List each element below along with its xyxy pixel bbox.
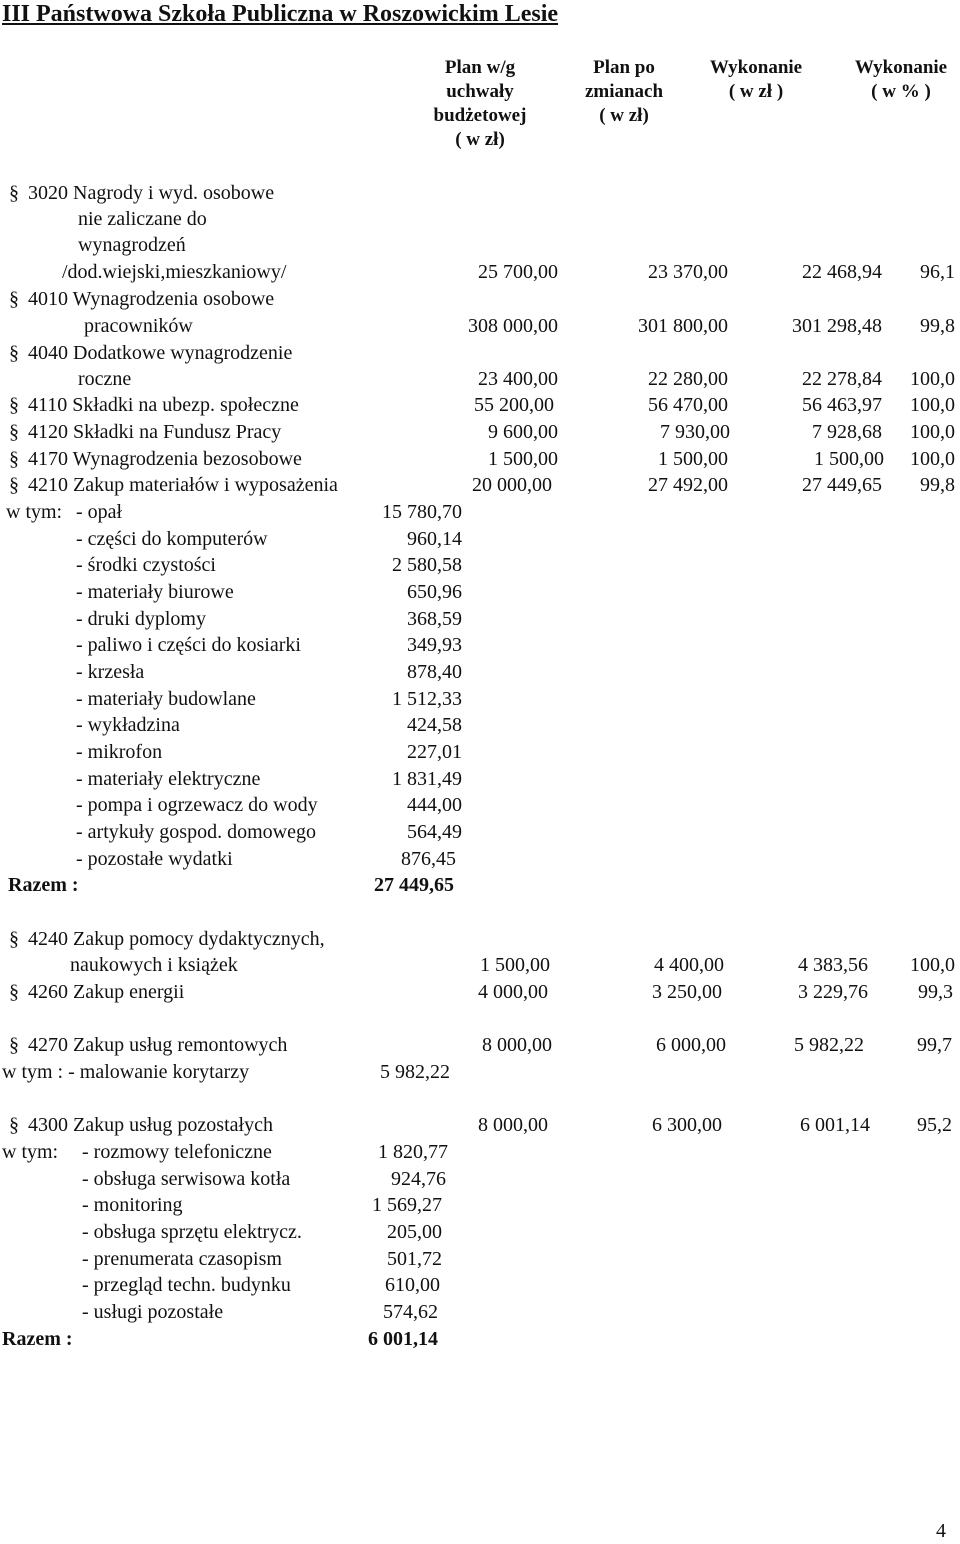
row-4040-zmiany: 22 280,00: [648, 368, 728, 390]
row-3020-label-3: wynagrodzeń: [78, 234, 186, 256]
header-line: ( w zł): [599, 105, 649, 126]
section-sign-icon: §: [9, 182, 19, 204]
row-4120-wyk: 7 928,68: [812, 421, 882, 443]
row-4210-label: [6, 472, 338, 498]
breakdown-4210-total-value: 27 449,65: [374, 874, 454, 896]
row-4110-wyk: 56 463,97: [802, 394, 882, 416]
row-4040-label-2: roczne: [78, 368, 132, 390]
breakdown-item-value: 1 512,33: [392, 688, 462, 710]
row-3020-plan: 25 700,00: [478, 261, 558, 283]
row-4210-zmiany: 27 492,00: [648, 474, 728, 496]
row-3020-label-2: nie zaliczane do: [78, 208, 207, 230]
row-label: 4040 Dodatkowe wynagrodzenie: [28, 342, 293, 364]
row-4260-wyk: 3 229,76: [798, 981, 868, 1003]
breakdown-item-label: - przegląd techn. budynku: [82, 1274, 291, 1296]
breakdown-item-value: 2 580,58: [392, 554, 462, 576]
breakdown-item-value: 1 820,77: [378, 1141, 448, 1163]
section-sign-icon: §: [9, 342, 19, 364]
row-4300-plan: 8 000,00: [478, 1114, 548, 1136]
row-label: 4120 Składki na Fundusz Pracy: [28, 421, 282, 443]
header-line: Plan w/g: [444, 57, 516, 78]
row-4300-wyk: 6 001,14: [800, 1114, 870, 1136]
row-4110-pct: 100,0: [910, 394, 955, 416]
breakdown-item-value: 501,72: [387, 1248, 442, 1270]
row-4240-wyk: 4 383,56: [798, 954, 868, 976]
row-4300-pct: 95,2: [917, 1114, 952, 1136]
breakdown-4210-total-label: Razem :: [8, 874, 79, 896]
row-4170-plan: 1 500,00: [488, 448, 558, 470]
header-wykonanie-pct: [842, 56, 960, 104]
header-line: Plan po: [593, 57, 655, 78]
row-4240-pct: 100,0: [910, 954, 955, 976]
row-4270-label: [6, 1032, 287, 1058]
row-4110-label: [6, 392, 299, 418]
section-sign-icon: §: [9, 394, 19, 416]
breakdown-item-value: 1 569,27: [372, 1194, 442, 1216]
header-line: ( w zł): [455, 129, 505, 150]
breakdown-item-label: - materiały biurowe: [76, 581, 234, 603]
breakdown-item-label: - usługi pozostałe: [82, 1301, 224, 1323]
breakdown-item-value: 349,93: [407, 634, 462, 656]
row-label: 4270 Zakup usług remontowych: [28, 1034, 288, 1056]
header-line: ( w zł ): [728, 81, 784, 102]
row-4010-wyk: 301 298,48: [792, 315, 882, 337]
row-4170-zmiany: 1 500,00: [658, 448, 728, 470]
row-4040-label-1: [6, 340, 292, 366]
row-label: 4260 Zakup energii: [28, 981, 185, 1003]
section-sign-icon: §: [9, 474, 19, 496]
row-4260-plan: 4 000,00: [478, 981, 548, 1003]
breakdown-item-label: - pozostałe wydatki: [76, 848, 233, 870]
row-4210-wyk: 27 449,65: [802, 474, 882, 496]
breakdown-item-value: 1 831,49: [392, 768, 462, 790]
breakdown-item-label: - pompa i ogrzewacz do wody: [76, 794, 318, 816]
breakdown-item-value: 610,00: [385, 1274, 440, 1296]
section-sign-icon: §: [9, 1114, 19, 1136]
breakdown-item-label: - obsługa serwisowa kotła: [82, 1168, 291, 1190]
row-3020-pct: 96,1: [920, 261, 955, 283]
section-sign-icon: §: [9, 288, 19, 310]
section-sign-icon: §: [9, 981, 19, 1003]
breakdown-item-label: - krzesła: [76, 661, 145, 683]
breakdown-item-label: - części do komputerów: [76, 528, 268, 550]
breakdown-4210-intro: w tym:: [6, 501, 63, 523]
header-wykonanie-zl: [700, 56, 812, 104]
row-4010-plan: 308 000,00: [468, 315, 558, 337]
row-4240-plan: 1 500,00: [480, 954, 550, 976]
header-line: Wykonanie: [709, 57, 803, 78]
row-3020-label-1: [6, 180, 274, 206]
row-4040-wyk: 22 278,84: [802, 368, 882, 390]
row-3020-label-4: /dod.wiejski,mieszkaniowy/: [62, 261, 287, 283]
row-label: 4170 Wynagrodzenia bezosobowe: [28, 448, 302, 470]
header-plan-po-zmianach: [574, 56, 674, 128]
row-4120-pct: 100,0: [910, 421, 955, 443]
row-4040-pct: 100,0: [910, 368, 955, 390]
row-4270-pct: 99,7: [917, 1034, 952, 1056]
breakdown-4270-value: 5 982,22: [380, 1061, 450, 1083]
breakdown-item-label: - obsługa sprzętu elektrycz.: [82, 1221, 302, 1243]
breakdown-item-value: 878,40: [407, 661, 462, 683]
row-4010-zmiany: 301 800,00: [638, 315, 728, 337]
row-4010-label-1: [6, 286, 274, 312]
page-number: 4: [936, 1520, 946, 1542]
row-4240-zmiany: 4 400,00: [654, 954, 724, 976]
row-label: 4110 Składki na ubezp. społeczne: [28, 394, 299, 416]
breakdown-item-value: 574,62: [383, 1301, 438, 1323]
breakdown-item-value: 205,00: [387, 1221, 442, 1243]
row-4240-label-2: naukowych i książek: [70, 954, 238, 976]
header-line: budżetowej: [433, 105, 527, 126]
breakdown-item-value: 960,14: [407, 528, 462, 550]
row-4300-label: [6, 1112, 273, 1138]
row-4270-zmiany: 6 000,00: [656, 1034, 726, 1056]
row-4120-zmiany: 7 930,00: [660, 421, 730, 443]
breakdown-item-label: - opał: [76, 501, 123, 523]
row-4120-label: [6, 419, 281, 445]
row-4300-zmiany: 6 300,00: [652, 1114, 722, 1136]
breakdown-item-value: 924,76: [391, 1168, 446, 1190]
row-4170-label: [6, 446, 302, 472]
header-plan-uchwala: [430, 56, 530, 152]
row-4110-plan: 55 200,00: [474, 394, 554, 416]
breakdown-item-value: 876,45: [401, 848, 456, 870]
row-4270-plan: 8 000,00: [482, 1034, 552, 1056]
header-line: uchwały: [446, 81, 514, 102]
row-4210-plan: 20 000,00: [472, 474, 552, 496]
row-4210-pct: 99,8: [920, 474, 955, 496]
breakdown-item-value: 564,49: [407, 821, 462, 843]
breakdown-item-label: - mikrofon: [76, 741, 163, 763]
breakdown-item-label: - paliwo i części do kosiarki: [76, 634, 301, 656]
breakdown-item-value: 15 780,70: [382, 501, 462, 523]
row-4110-zmiany: 56 470,00: [648, 394, 728, 416]
breakdown-4300-total-value: 6 001,14: [368, 1328, 438, 1350]
breakdown-item-value: 650,96: [407, 581, 462, 603]
row-4170-wyk: 1 500,00: [814, 448, 884, 470]
row-4010-pct: 99,8: [920, 315, 955, 337]
row-label: 3020 Nagrody i wyd. osobowe: [28, 182, 275, 204]
row-label: 4240 Zakup pomocy dydaktycznych,: [28, 928, 325, 950]
breakdown-item-label: - wykładzina: [76, 714, 180, 736]
section-sign-icon: §: [9, 421, 19, 443]
section-sign-icon: §: [9, 1034, 19, 1056]
breakdown-item-label: - materiały elektryczne: [76, 768, 261, 790]
row-4040-plan: 23 400,00: [478, 368, 558, 390]
breakdown-item-value: 444,00: [407, 794, 462, 816]
header-line: zmianach: [584, 81, 664, 102]
row-4120-plan: 9 600,00: [488, 421, 558, 443]
row-4270-wyk: 5 982,22: [794, 1034, 864, 1056]
section-sign-icon: §: [9, 928, 19, 950]
breakdown-item-label: - monitoring: [82, 1194, 183, 1216]
row-4260-label: [6, 979, 184, 1005]
breakdown-item-label: - prenumerata czasopism: [82, 1248, 282, 1270]
header-line: ( w % ): [871, 81, 931, 102]
row-4260-zmiany: 3 250,00: [652, 981, 722, 1003]
row-label: 4210 Zakup materiałów i wyposażenia: [28, 474, 338, 496]
breakdown-item-label: - materiały budowlane: [76, 688, 256, 710]
breakdown-item-label: - artykuły gospod. domowego: [76, 821, 316, 843]
row-4170-pct: 100,0: [910, 448, 955, 470]
breakdown-item-label: - druki dyplomy: [76, 608, 206, 630]
breakdown-item-label: - rozmowy telefoniczne: [82, 1141, 272, 1163]
breakdown-item-value: 227,01: [407, 741, 462, 763]
section-sign-icon: §: [9, 448, 19, 470]
row-4240-label-1: [6, 926, 325, 952]
row-label: 4300 Zakup usług pozostałych: [28, 1114, 273, 1136]
row-4010-label-2: pracowników: [84, 315, 193, 337]
row-3020-wyk: 22 468,94: [802, 261, 882, 283]
breakdown-item-value: 368,59: [407, 608, 462, 630]
breakdown-item-label: - środki czystości: [76, 554, 216, 576]
row-4260-pct: 99,3: [918, 981, 953, 1003]
breakdown-item-value: 424,58: [407, 714, 462, 736]
row-label: 4010 Wynagrodzenia osobowe: [28, 288, 275, 310]
breakdown-4300-intro: w tym:: [2, 1141, 59, 1163]
header-line: Wykonanie: [854, 57, 948, 78]
row-3020-zmiany: 23 370,00: [648, 261, 728, 283]
breakdown-4300-total-label: Razem :: [2, 1328, 73, 1350]
page-title: III Państwowa Szkoła Publiczna w Roszowickim Lesie: [2, 1, 559, 27]
breakdown-4270-label: w tym : - malowanie korytarzy: [2, 1061, 250, 1083]
